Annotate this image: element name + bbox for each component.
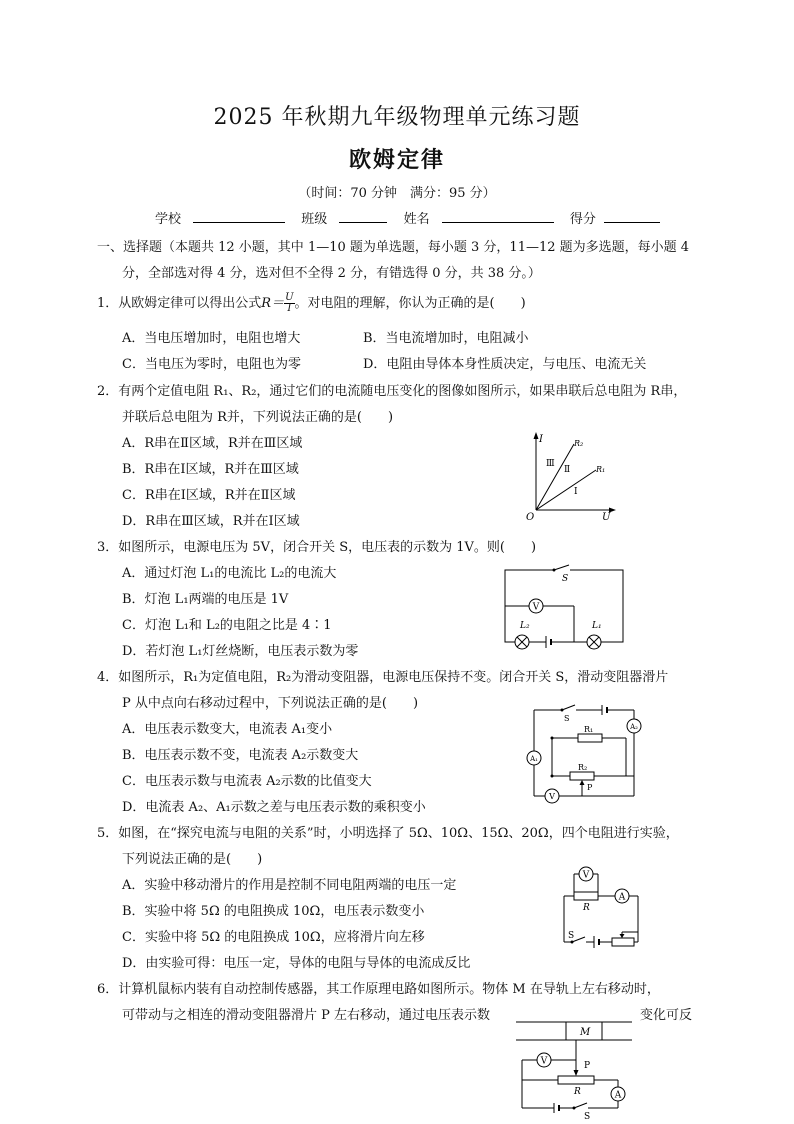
q1-stem-tail: 。对电阻的理解，你认为正确的是( ) (294, 296, 526, 311)
score-blank[interactable] (604, 209, 660, 223)
question-5-stem: 5．如图，在“探究电流与电阻的关系”时，小明选择了 5Ω、10Ω、15Ω、20Ω，四个电阻进行实验， (97, 826, 679, 841)
school-label: 学校 (155, 212, 182, 227)
class-label: 班级 (301, 212, 328, 227)
switch-label: S (564, 714, 570, 723)
question-3-stem: 3．如图所示，电源电压为 5V，闭合开关 S，电压表的示数为 1V。则( ) (97, 540, 537, 555)
score-label: 得分 (569, 212, 596, 227)
section-instructions: 分，全部选对得 4 分，选对但不全得 2 分，有错选得 0 分，共 38 分。） (122, 266, 541, 281)
q4-option-a[interactable]: A．电压表示数变大，电流表 A₁变小 (122, 722, 333, 737)
zone-2-label: Ⅱ (564, 465, 571, 475)
r1-line (536, 470, 596, 510)
formula-numerator: U (285, 292, 294, 303)
u-axis-label: U (602, 512, 611, 523)
q5-option-a[interactable]: A．实验中移动滑片的作用是控制不同电阻两端的电压一定 (122, 878, 457, 893)
page-subtitle: 欧姆定律 (348, 148, 445, 173)
question-1-stem (97, 292, 526, 314)
q1-option-c[interactable]: C．当电压为零时，电阻也为零 (122, 357, 301, 372)
switch-label: S (568, 931, 575, 941)
q5-option-c[interactable]: C．实验中将 5Ω 的电阻换成 10Ω，应将滑片向左移 (122, 930, 425, 945)
lamp-l1-label: L₁ (592, 621, 602, 631)
q5-circuit (556, 862, 646, 954)
q4-option-b[interactable]: B．电压表示数不变，电流表 A₂示数变大 (122, 748, 359, 763)
question-4-stem: 4．如图所示，R₁为定值电阻，R₂为滑动变阻器，电源电压保持不变。闭合开关 S，滑动变阻器滑片 (97, 670, 669, 685)
r1-label: R₁ (596, 465, 606, 474)
formula-lhs: R＝ (261, 296, 285, 311)
q3-option-d[interactable]: D．若灯泡 L₁灯丝烧断，电压表示数为零 (122, 644, 359, 659)
zone-1-label: Ⅰ (574, 487, 578, 497)
question-6-stem: 6．计算机鼠标内装有自动控制传感器，其工作原理电路如图所示。物体 M 在导轨上左右移动时， (97, 982, 660, 997)
q1-option-d[interactable]: D．电阻由导体本身性质决定，与电压、电流无关 (363, 357, 647, 372)
q6-circuit (514, 1016, 634, 1124)
question-2-stem-2: 并联后总电阻为 R并，下列说法正确的是( ) (122, 410, 394, 425)
a1-label: A₁ (530, 755, 538, 763)
q5-option-b[interactable]: B．实验中将 5Ω 的电阻换成 10Ω，电压表示数变小 (122, 904, 425, 919)
voltmeter-label: V (549, 792, 555, 801)
r2-label: R₂ (578, 763, 588, 772)
zone-3-label: Ⅲ (546, 459, 555, 469)
q3-option-c[interactable]: C．灯泡 L₁和 L₂的电阻之比是 4∶1 (122, 618, 332, 633)
rheostat-label: R (574, 1087, 581, 1097)
slider-arrow (580, 780, 585, 785)
a2-label: A₂ (630, 723, 638, 731)
q5-option-d[interactable]: D．由实验可得：电压一定，导体的电阻与导体的电流成反比 (122, 956, 471, 971)
voltmeter-label: V (532, 602, 540, 613)
r2-line (536, 444, 574, 510)
q1-option-a[interactable]: A．当电压增加时，电阻也增大 (122, 331, 301, 346)
switch-label: S (562, 574, 569, 584)
q3-circuit (500, 562, 630, 656)
origin-label: O (526, 512, 535, 523)
r2-label: R₂ (574, 439, 584, 448)
q2-option-a[interactable]: A．R串在Ⅱ区域，R并在Ⅲ区域 (122, 436, 303, 451)
student-info-line (155, 208, 660, 227)
slider-arrow (620, 934, 625, 938)
q2-option-b[interactable]: B．R串在Ⅰ区域，R并在Ⅲ区域 (122, 462, 299, 477)
i-axis-label: I (539, 434, 543, 445)
question-2-stem: 2．有两个定值电阻 R₁、R₂，通过它们的电流随电压变化的图像如图所示，如果串联后总电阻为 R串， (97, 384, 687, 399)
slider-label: P (587, 783, 593, 792)
r1-label: R₁ (584, 725, 594, 734)
lamp-l2-label: L₂ (520, 621, 530, 631)
question-6-stem-2b: 变化可反 (640, 1008, 693, 1023)
i-axis-arrow (534, 432, 539, 439)
resistor-r1 (578, 734, 602, 742)
question-4-stem-2: P 从中点向右移动过程中，下列说法正确的是( ) (122, 696, 419, 711)
q3-option-b[interactable]: B．灯泡 L₁两端的电压是 1V (122, 592, 289, 607)
slider-arrow (574, 1070, 579, 1076)
ammeter-label: A (614, 1090, 622, 1101)
iu-graph (520, 430, 620, 524)
ammeter-label: A (618, 892, 626, 903)
q1-stem-text: 1．从欧姆定律可以得出公式 (97, 296, 262, 311)
q2-option-c[interactable]: C．R串在Ⅰ区域，R并在Ⅱ区域 (122, 488, 296, 503)
q4-option-c[interactable]: C．电压表示数与电流表 A₂示数的比值变大 (122, 774, 372, 789)
object-m-label: M (580, 1027, 591, 1038)
voltmeter-label: V (582, 870, 590, 881)
slider-label: P (584, 1061, 591, 1071)
resistor-label: R (583, 903, 590, 913)
name-blank[interactable] (442, 209, 554, 223)
voltmeter-label: V (540, 1056, 548, 1067)
class-blank[interactable] (339, 209, 387, 223)
time-score-line: （时间：70 分钟 满分：95 分） (298, 186, 496, 201)
formula-denominator: I (287, 303, 292, 314)
resistor-r (574, 892, 598, 900)
question-6-stem-2a: 可带动与之相连的滑动变阻器滑片 P 左右移动，通过电压表示数 (122, 1008, 491, 1023)
q4-circuit (522, 704, 652, 812)
q2-option-d[interactable]: D．R串在Ⅲ区域，R并在Ⅰ区域 (122, 514, 300, 529)
rheostat (612, 938, 634, 946)
rheostat-r (558, 1076, 594, 1084)
switch-label: S (584, 1112, 591, 1122)
rheostat-r2 (570, 772, 594, 780)
formula-fraction (284, 293, 294, 314)
q3-option-a[interactable]: A．通过灯泡 L₁的电流比 L₂的电流大 (122, 566, 337, 581)
q4-option-d[interactable]: D．电流表 A₂、A₁示数之差与电压表示数的乘积变小 (122, 800, 426, 815)
name-label: 姓名 (403, 212, 430, 227)
question-5-stem-2: 下列说法正确的是( ) (122, 852, 263, 867)
school-blank[interactable] (193, 209, 285, 223)
q1-option-b[interactable]: B．当电流增加时，电阻减小 (363, 331, 529, 346)
section-heading: 一、选择题（本题共 12 小题，其中 1—10 题为单选题，每小题 3 分，11—12 题为多选题，每小题 4 (97, 240, 690, 255)
page-title: 2025 年秋期九年级物理单元练习题 (213, 105, 581, 130)
